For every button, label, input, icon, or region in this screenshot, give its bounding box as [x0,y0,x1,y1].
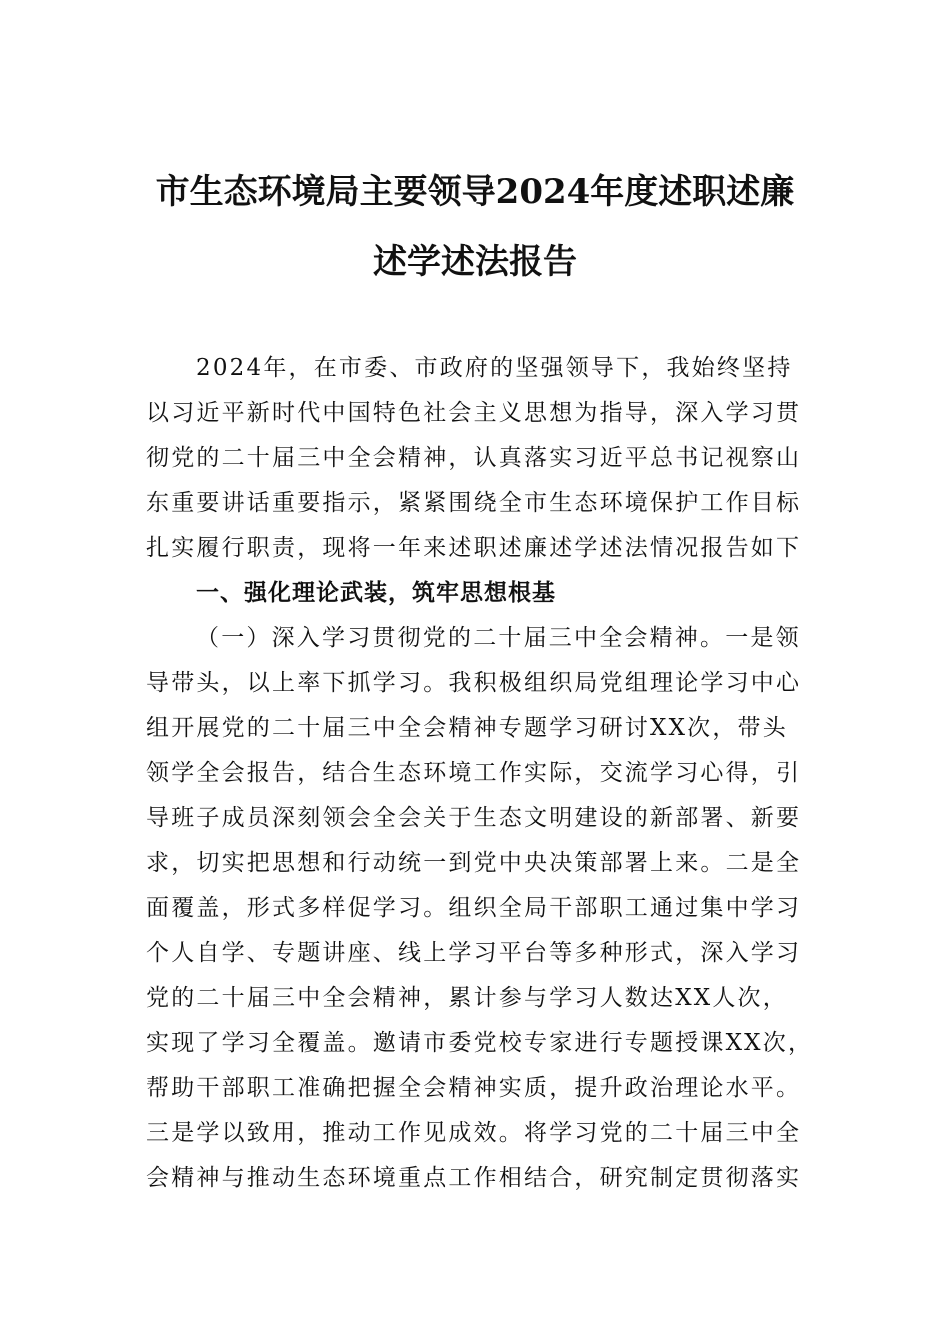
paragraph-section1-line: （一）深入学习贯彻党的二十届三中全会精神。一是领 [196,625,801,651]
paragraph-intro-line: 彻党的二十届三中全会精神，认真落实习近平总书记视察山 [146,445,802,471]
paragraph-section1-line: 实现了学习全覆盖。邀请市委党校专家进行专题授课XX次， [146,1030,814,1056]
document-title-line-1: 市生态环境局主要领导2024年度述职述廉 [155,172,795,212]
paragraph-section1-line: 面覆盖，形式多样促学习。组织全局干部职工通过集中学习 [146,895,802,921]
section-heading-1: 一、强化理论武装，筑牢思想根基 [196,580,556,606]
paragraph-section1-line: 组开展党的二十届三中全会精神专题学习研讨XX次，带头 [146,715,788,741]
paragraph-section1-line: 导班子成员深刻领会全会关于生态文明建设的新部署、新要 [146,805,802,831]
paragraph-section1-line: 三是学以致用，推动工作见成效。将学习党的二十届三中全 [146,1120,802,1146]
paragraph-section1-line: 领学全会报告，结合生态环境工作实际，交流学习心得，引 [146,760,802,786]
paragraph-section1-line: 会精神与推动生态环境重点工作相结合，研究制定贯彻落实 [146,1165,802,1191]
paragraph-intro-line: 以习近平新时代中国特色社会主义思想为指导，深入学习贯 [146,400,802,426]
document-title-line-2: 述学述法报告 [373,242,577,282]
paragraph-intro-line: 扎实履行职责，现将一年来述职述廉述学述法情况报告如下 [146,535,802,561]
paragraph-intro-line: 东重要讲话重要指示，紧紧围绕全市生态环境保护工作目标 [146,490,802,516]
paragraph-section1-line: 导带头，以上率下抓学习。我积极组织局党组理论学习中心 [146,670,802,696]
paragraph-section1-line: 求，切实把思想和行动统一到党中央决策部署上来。二是全 [146,850,802,876]
paragraph-section1-line: 个人自学、专题讲座、线上学习平台等多种形式，深入学习 [146,940,802,966]
paragraph-intro-line: 2024年，在市委、市政府的坚强领导下，我始终坚持 [196,355,793,381]
paragraph-section1-line: 党的二十届三中全会精神，累计参与学习人数达XX人次， [146,985,788,1011]
paragraph-section1-line: 帮助干部职工准确把握全会精神实质，提升政治理论水平。 [146,1075,802,1101]
